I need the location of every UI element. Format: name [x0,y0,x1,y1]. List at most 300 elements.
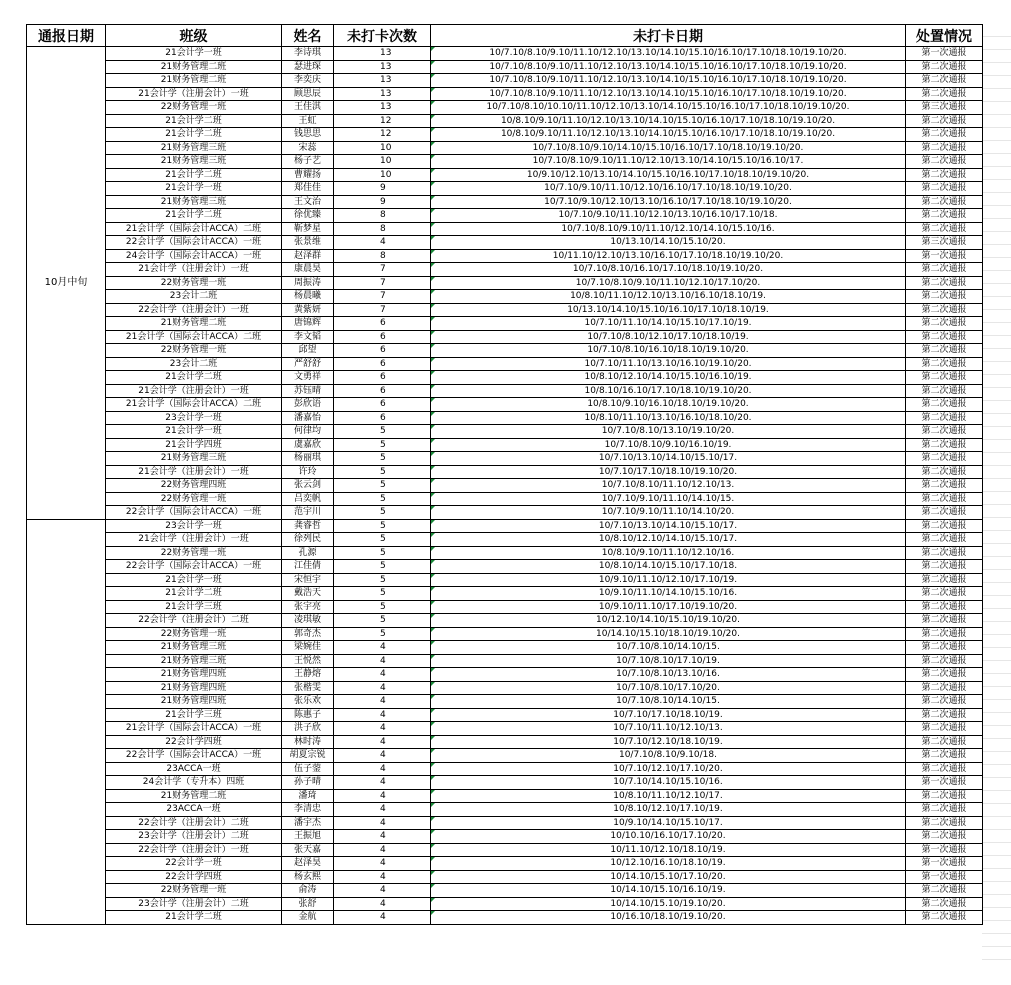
action-cell[interactable]: 第二次通报 [906,654,983,668]
action-cell[interactable]: 第二次通报 [906,114,983,128]
dates-cell[interactable]: 10/7.10/8.10/11.10/12.10/13. [431,479,906,493]
action-cell[interactable]: 第二次通报 [906,587,983,601]
name-cell[interactable]: 李文韬 [282,330,334,344]
action-cell[interactable]: 第二次通报 [906,195,983,209]
class-cell[interactable]: 21财务管理三班 [106,155,282,169]
class-cell[interactable]: 21财务管理三班 [106,654,282,668]
action-cell[interactable]: 第二次通报 [906,560,983,574]
dates-cell[interactable]: 10/14.10/15.10/17.10/20. [431,870,906,884]
count-cell[interactable]: 4 [334,735,431,749]
dates-cell[interactable]: 10/7.10/8.10/9.10/11.10/12.10/13.10/14.10/15.10/16.10/17.10/18.10/19.10/20. [431,47,906,61]
action-cell[interactable]: 第二次通报 [906,141,983,155]
action-cell[interactable]: 第二次通报 [906,87,983,101]
dates-cell[interactable]: 10/7.10/11.10/14.10/15.10/17.10/19. [431,317,906,331]
action-cell[interactable]: 第二次通报 [906,317,983,331]
class-cell[interactable]: 21财务管理四班 [106,668,282,682]
name-cell[interactable]: 周振涛 [282,276,334,290]
header-count[interactable]: 未打卡次数 [334,25,431,47]
name-cell[interactable]: 文勇祥 [282,371,334,385]
name-cell[interactable]: 康晨昊 [282,263,334,277]
count-cell[interactable]: 5 [334,465,431,479]
action-cell[interactable]: 第二次通报 [906,641,983,655]
name-cell[interactable]: 李诗琪 [282,47,334,61]
name-cell[interactable]: 李清忠 [282,803,334,817]
action-cell[interactable]: 第一次通报 [906,249,983,263]
dates-cell[interactable]: 10/9.10/11.10/14.10/15.10/16. [431,587,906,601]
class-cell[interactable]: 23会计学一班 [106,411,282,425]
period-cell[interactable]: 10月中旬 [27,47,106,520]
class-cell[interactable]: 21会计学一班 [106,425,282,439]
class-cell[interactable]: 21财务管理三班 [106,141,282,155]
count-cell[interactable]: 5 [334,492,431,506]
count-cell[interactable]: 4 [334,236,431,250]
dates-cell[interactable]: 10/8.10/12.10/17.10/19. [431,803,906,817]
dates-cell[interactable]: 10/7.10/9.10/11.10/12.10/16.10/17.10/18.10/19.10/20. [431,182,906,196]
class-cell[interactable]: 22会计学（国际会计ACCA）一班 [106,236,282,250]
count-cell[interactable]: 7 [334,303,431,317]
class-cell[interactable]: 21会计学三班 [106,708,282,722]
count-cell[interactable]: 4 [334,897,431,911]
action-cell[interactable]: 第二次通报 [906,303,983,317]
dates-cell[interactable]: 10/7.10/17.10/18.10/19.10/20. [431,465,906,479]
class-cell[interactable]: 21财务管理二班 [106,60,282,74]
class-cell[interactable]: 21财务管理二班 [106,74,282,88]
action-cell[interactable]: 第二次通报 [906,722,983,736]
class-cell[interactable]: 21会计学四班 [106,438,282,452]
count-cell[interactable]: 4 [334,722,431,736]
action-cell[interactable]: 第一次通报 [906,776,983,790]
dates-cell[interactable]: 10/7.10/8.10/16.10/18.10/19.10/20. [431,344,906,358]
count-cell[interactable]: 5 [334,438,431,452]
class-cell[interactable]: 22会计学（注册会计）一班 [106,303,282,317]
class-cell[interactable]: 22会计学四班 [106,870,282,884]
count-cell[interactable]: 7 [334,290,431,304]
class-cell[interactable]: 21财务管理三班 [106,641,282,655]
class-cell[interactable]: 22会计学一班 [106,857,282,871]
class-cell[interactable]: 22财务管理一班 [106,101,282,115]
dates-cell[interactable]: 10/7.10/8.10/9.10/11.10/12.10/13.10/14.10/15.10/16.10/17.10/18.10/19.10/20. [431,87,906,101]
name-cell[interactable]: 王悦然 [282,654,334,668]
dates-cell[interactable]: 10/8.10/11.10/12.10/13.10/16.10/18.10/19. [431,290,906,304]
name-cell[interactable]: 李奕庆 [282,74,334,88]
action-cell[interactable]: 第二次通报 [906,830,983,844]
dates-cell[interactable]: 10/7.10/8.10/9.10/11.10/12.10/13.10/14.10/15.10/16.10/17. [431,155,906,169]
count-cell[interactable]: 5 [334,573,431,587]
class-cell[interactable]: 23会计学一班 [106,519,282,533]
class-cell[interactable]: 21会计学一班 [106,573,282,587]
name-cell[interactable]: 张楷雯 [282,681,334,695]
name-cell[interactable]: 赵泽昊 [282,857,334,871]
name-cell[interactable]: 孙子晴 [282,776,334,790]
name-cell[interactable]: 潘宇杰 [282,816,334,830]
action-cell[interactable]: 第二次通报 [906,600,983,614]
action-cell[interactable]: 第二次通报 [906,371,983,385]
dates-cell[interactable]: 10/7.10/9.10/11.10/14.10/15. [431,492,906,506]
name-cell[interactable]: 顾思辰 [282,87,334,101]
count-cell[interactable]: 6 [334,357,431,371]
dates-cell[interactable]: 10/10.10/16.10/17.10/20. [431,830,906,844]
class-cell[interactable]: 22财务管理一班 [106,546,282,560]
class-cell[interactable]: 24会计学（专升本）四班 [106,776,282,790]
name-cell[interactable]: 曹耀扬 [282,168,334,182]
dates-cell[interactable]: 10/7.10/8.10/9.10/11.10/12.10/17.10/20. [431,276,906,290]
name-cell[interactable]: 梁婉佳 [282,641,334,655]
name-cell[interactable]: 虞嘉欣 [282,438,334,452]
class-cell[interactable]: 21会计学二班 [106,128,282,142]
class-cell[interactable]: 21会计学二班 [106,168,282,182]
name-cell[interactable]: 王佳淇 [282,101,334,115]
action-cell[interactable]: 第二次通报 [906,668,983,682]
dates-cell[interactable]: 10/7.10/12.10/17.10/20. [431,762,906,776]
action-cell[interactable]: 第二次通报 [906,816,983,830]
name-cell[interactable]: 何律均 [282,425,334,439]
class-cell[interactable]: 21会计学（国际会计ACCA）二班 [106,330,282,344]
action-cell[interactable]: 第一次通报 [906,870,983,884]
dates-cell[interactable]: 10/8.10/16.10/17.10/18.10/19.10/20. [431,384,906,398]
class-cell[interactable]: 22会计学四班 [106,735,282,749]
action-cell[interactable]: 第二次通报 [906,465,983,479]
class-cell[interactable]: 22财务管理一班 [106,884,282,898]
count-cell[interactable]: 5 [334,533,431,547]
name-cell[interactable]: 宋恒宇 [282,573,334,587]
dates-cell[interactable]: 10/11.10/12.10/18.10/19. [431,843,906,857]
class-cell[interactable]: 23会计学（注册会计）二班 [106,897,282,911]
name-cell[interactable]: 瑟进琛 [282,60,334,74]
count-cell[interactable]: 12 [334,128,431,142]
dates-cell[interactable]: 10/7.10/8.10/13.10/19.10/20. [431,425,906,439]
action-cell[interactable]: 第二次通报 [906,519,983,533]
name-cell[interactable]: 张天嘉 [282,843,334,857]
count-cell[interactable]: 4 [334,857,431,871]
count-cell[interactable]: 6 [334,411,431,425]
action-cell[interactable]: 第二次通报 [906,222,983,236]
dates-cell[interactable]: 10/9.10/11.10/12.10/17.10/19. [431,573,906,587]
name-cell[interactable]: 戴浩天 [282,587,334,601]
count-cell[interactable]: 5 [334,519,431,533]
action-cell[interactable]: 第二次通报 [906,546,983,560]
count-cell[interactable]: 5 [334,614,431,628]
action-cell[interactable]: 第二次通报 [906,209,983,223]
class-cell[interactable]: 21财务管理二班 [106,317,282,331]
dates-cell[interactable]: 10/9.10/14.10/15.10/17. [431,816,906,830]
action-cell[interactable]: 第二次通报 [906,695,983,709]
count-cell[interactable]: 13 [334,101,431,115]
count-cell[interactable]: 4 [334,830,431,844]
name-cell[interactable]: 唐锦辉 [282,317,334,331]
action-cell[interactable]: 第二次通报 [906,411,983,425]
class-cell[interactable]: 23ACCA一班 [106,803,282,817]
class-cell[interactable]: 22会计学（注册会计）一班 [106,843,282,857]
action-cell[interactable]: 第二次通报 [906,573,983,587]
action-cell[interactable]: 第二次通报 [906,263,983,277]
class-cell[interactable]: 22财务管理四班 [106,479,282,493]
count-cell[interactable]: 5 [334,452,431,466]
class-cell[interactable]: 22会计学（注册会计）二班 [106,816,282,830]
class-cell[interactable]: 22财务管理一班 [106,276,282,290]
action-cell[interactable]: 第二次通报 [906,803,983,817]
name-cell[interactable]: 宋蕊 [282,141,334,155]
dates-cell[interactable]: 10/14.10/15.10/19.10/20. [431,897,906,911]
class-cell[interactable]: 21会计学（国际会计ACCA）一班 [106,722,282,736]
action-cell[interactable]: 第二次通报 [906,155,983,169]
action-cell[interactable]: 第二次通报 [906,884,983,898]
class-cell[interactable]: 23会计学（注册会计）二班 [106,830,282,844]
count-cell[interactable]: 4 [334,695,431,709]
dates-cell[interactable]: 10/8.10/12.10/14.10/15.10/16.10/19. [431,371,906,385]
name-cell[interactable]: 王虹 [282,114,334,128]
name-cell[interactable]: 王文治 [282,195,334,209]
action-cell[interactable]: 第二次通报 [906,74,983,88]
dates-cell[interactable]: 10/7.10/9.10/11.10/14.10/20. [431,506,906,520]
name-cell[interactable]: 金航 [282,911,334,925]
action-cell[interactable]: 第二次通报 [906,506,983,520]
name-cell[interactable]: 邱望 [282,344,334,358]
dates-cell[interactable]: 10/7.10/8.10/9.10/11.10/12.10/13.10/14.10/15.10/16.10/17.10/18.10/19.10/20. [431,74,906,88]
class-cell[interactable]: 21会计学二班 [106,209,282,223]
action-cell[interactable]: 第一次通报 [906,857,983,871]
count-cell[interactable]: 13 [334,87,431,101]
class-cell[interactable]: 21会计学一班 [106,47,282,61]
count-cell[interactable]: 7 [334,263,431,277]
class-cell[interactable]: 21财务管理二班 [106,789,282,803]
count-cell[interactable]: 5 [334,425,431,439]
name-cell[interactable]: 赵泽群 [282,249,334,263]
class-cell[interactable]: 21会计学（国际会计ACCA）二班 [106,398,282,412]
dates-cell[interactable]: 10/13.10/14.10/15.10/16.10/17.10/18.10/19. [431,303,906,317]
count-cell[interactable]: 12 [334,114,431,128]
class-cell[interactable]: 21会计学（注册会计）一班 [106,533,282,547]
dates-cell[interactable]: 10/8.10/9.10/11.10/12.10/16. [431,546,906,560]
name-cell[interactable]: 杨玄熙 [282,870,334,884]
name-cell[interactable]: 黄紫妍 [282,303,334,317]
action-cell[interactable]: 第二次通报 [906,681,983,695]
action-cell[interactable]: 第二次通报 [906,398,983,412]
class-cell[interactable]: 22财务管理一班 [106,492,282,506]
count-cell[interactable]: 4 [334,641,431,655]
action-cell[interactable]: 第二次通报 [906,384,983,398]
name-cell[interactable]: 张舒 [282,897,334,911]
name-cell[interactable]: 洪子欣 [282,722,334,736]
count-cell[interactable]: 5 [334,587,431,601]
name-cell[interactable]: 张宇亮 [282,600,334,614]
dates-cell[interactable]: 10/7.10/9.10/11.10/12.10/13.10/16.10/17.10/18. [431,209,906,223]
class-cell[interactable]: 21财务管理四班 [106,681,282,695]
count-cell[interactable]: 4 [334,816,431,830]
dates-cell[interactable]: 10/7.10/11.10/12.10/13. [431,722,906,736]
class-cell[interactable]: 22会计学（国际会计ACCA）一班 [106,749,282,763]
count-cell[interactable]: 6 [334,398,431,412]
name-cell[interactable]: 靳梦星 [282,222,334,236]
dates-cell[interactable]: 10/8.10/9.10/11.10/12.10/13.10/14.10/15.10/16.10/17.10/18.10/19.10/20. [431,128,906,142]
name-cell[interactable]: 林时涛 [282,735,334,749]
dates-cell[interactable]: 10/7.10/13.10/14.10/15.10/17. [431,452,906,466]
dates-cell[interactable]: 10/14.10/15.10/18.10/19.10/20. [431,627,906,641]
dates-cell[interactable]: 10/7.10/8.10/12.10/17.10/18.10/19. [431,330,906,344]
count-cell[interactable]: 5 [334,627,431,641]
action-cell[interactable]: 第一次通报 [906,843,983,857]
action-cell[interactable]: 第二次通报 [906,344,983,358]
class-cell[interactable]: 22会计学（国际会计ACCA）一班 [106,506,282,520]
name-cell[interactable]: 钱思思 [282,128,334,142]
class-cell[interactable]: 21会计学（注册会计）一班 [106,465,282,479]
action-cell[interactable]: 第二次通报 [906,708,983,722]
name-cell[interactable]: 杨丽琪 [282,452,334,466]
period-cell-empty[interactable] [27,519,106,924]
count-cell[interactable]: 5 [334,506,431,520]
count-cell[interactable]: 4 [334,803,431,817]
count-cell[interactable]: 6 [334,330,431,344]
action-cell[interactable]: 第二次通报 [906,492,983,506]
dates-cell[interactable]: 10/7.10/11.10/13.10/16.10/19.10/20. [431,357,906,371]
name-cell[interactable]: 徐列民 [282,533,334,547]
dates-cell[interactable]: 10/7.10/17.10/18.10/19. [431,708,906,722]
class-cell[interactable]: 21财务管理三班 [106,452,282,466]
dates-cell[interactable]: 10/8.10/11.10/12.10/17. [431,789,906,803]
header-class[interactable]: 班级 [106,25,282,47]
count-cell[interactable]: 13 [334,47,431,61]
count-cell[interactable]: 9 [334,195,431,209]
name-cell[interactable]: 杨子艺 [282,155,334,169]
header-name[interactable]: 姓名 [282,25,334,47]
class-cell[interactable]: 21会计学（注册会计）一班 [106,87,282,101]
dates-cell[interactable]: 10/9.10/11.10/17.10/19.10/20. [431,600,906,614]
name-cell[interactable]: 陈惠子 [282,708,334,722]
name-cell[interactable]: 王静熔 [282,668,334,682]
name-cell[interactable]: 杨晨曦 [282,290,334,304]
action-cell[interactable]: 第三次通报 [906,101,983,115]
action-cell[interactable]: 第二次通报 [906,290,983,304]
action-cell[interactable]: 第二次通报 [906,735,983,749]
dates-cell[interactable]: 10/14.10/15.10/16.10/19. [431,884,906,898]
dates-cell[interactable]: 10/7.10/8.10/17.10/19. [431,654,906,668]
class-cell[interactable]: 21会计学（注册会计）一班 [106,263,282,277]
action-cell[interactable]: 第一次通报 [906,47,983,61]
class-cell[interactable]: 21会计学（注册会计）一班 [106,384,282,398]
class-cell[interactable]: 21会计学（国际会计ACCA）二班 [106,222,282,236]
count-cell[interactable]: 6 [334,384,431,398]
dates-cell[interactable]: 10/7.10/12.10/18.10/19. [431,735,906,749]
action-cell[interactable]: 第二次通报 [906,479,983,493]
name-cell[interactable]: 郭奇杰 [282,627,334,641]
class-cell[interactable]: 22会计学（国际会计ACCA）一班 [106,560,282,574]
dates-cell[interactable]: 10/7.10/8.10/10.10/11.10/12.10/13.10/14.10/15.10/16.10/17.10/18.10/19.10/20. [431,101,906,115]
dates-cell[interactable]: 10/12.10/14.10/15.10/19.10/20. [431,614,906,628]
count-cell[interactable]: 5 [334,560,431,574]
header-action[interactable]: 处置情况 [906,25,983,47]
action-cell[interactable]: 第二次通报 [906,425,983,439]
action-cell[interactable]: 第二次通报 [906,128,983,142]
action-cell[interactable]: 第三次通报 [906,236,983,250]
action-cell[interactable]: 第二次通报 [906,330,983,344]
name-cell[interactable]: 伍子蓥 [282,762,334,776]
dates-cell[interactable]: 10/7.10/8.10/9.10/18. [431,749,906,763]
action-cell[interactable]: 第二次通报 [906,762,983,776]
dates-cell[interactable]: 10/7.10/8.10/14.10/15. [431,695,906,709]
count-cell[interactable]: 4 [334,884,431,898]
dates-cell[interactable]: 10/8.10/9.10/16.10/18.10/19.10/20. [431,398,906,412]
header-dates[interactable]: 未打卡日期 [431,25,906,47]
name-cell[interactable]: 俞涛 [282,884,334,898]
dates-cell[interactable]: 10/7.10/8.10/17.10/20. [431,681,906,695]
count-cell[interactable]: 10 [334,141,431,155]
count-cell[interactable]: 8 [334,209,431,223]
class-cell[interactable]: 22财务管理一班 [106,627,282,641]
dates-cell[interactable]: 10/7.10/8.10/13.10/16. [431,668,906,682]
action-cell[interactable]: 第二次通报 [906,276,983,290]
name-cell[interactable]: 王振旭 [282,830,334,844]
class-cell[interactable]: 21会计学三班 [106,600,282,614]
class-cell[interactable]: 21会计学一班 [106,182,282,196]
name-cell[interactable]: 许玲 [282,465,334,479]
count-cell[interactable]: 4 [334,708,431,722]
action-cell[interactable]: 第二次通报 [906,897,983,911]
count-cell[interactable]: 4 [334,654,431,668]
count-cell[interactable]: 4 [334,789,431,803]
dates-cell[interactable]: 10/7.10/8.10/16.10/17.10/18.10/19.10/20. [431,263,906,277]
name-cell[interactable]: 彭欣语 [282,398,334,412]
dates-cell[interactable]: 10/9.10/12.10/13.10/14.10/15.10/16.10/17.10/18.10/19.10/20. [431,168,906,182]
class-cell[interactable]: 21财务管理四班 [106,695,282,709]
name-cell[interactable]: 范宇川 [282,506,334,520]
name-cell[interactable]: 张景维 [282,236,334,250]
action-cell[interactable]: 第二次通报 [906,911,983,925]
name-cell[interactable]: 江佳倩 [282,560,334,574]
count-cell[interactable]: 5 [334,546,431,560]
name-cell[interactable]: 苏钰晴 [282,384,334,398]
name-cell[interactable]: 孔源 [282,546,334,560]
name-cell[interactable]: 潘琦 [282,789,334,803]
dates-cell[interactable]: 10/7.10/9.10/12.10/13.10/16.10/17.10/18.10/19.10/20. [431,195,906,209]
count-cell[interactable]: 13 [334,74,431,88]
class-cell[interactable]: 23会计二班 [106,357,282,371]
count-cell[interactable]: 10 [334,168,431,182]
count-cell[interactable]: 4 [334,668,431,682]
count-cell[interactable]: 8 [334,249,431,263]
dates-cell[interactable]: 10/12.10/16.10/18.10/19. [431,857,906,871]
class-cell[interactable]: 23ACCA一班 [106,762,282,776]
action-cell[interactable]: 第二次通报 [906,438,983,452]
name-cell[interactable]: 吕奕帆 [282,492,334,506]
count-cell[interactable]: 5 [334,600,431,614]
action-cell[interactable]: 第二次通报 [906,749,983,763]
header-period[interactable]: 通报日期 [27,25,106,47]
name-cell[interactable]: 严舒舒 [282,357,334,371]
count-cell[interactable]: 4 [334,843,431,857]
action-cell[interactable]: 第二次通报 [906,614,983,628]
dates-cell[interactable]: 10/11.10/12.10/13.10/16.10/17.10/18.10/19.10/20. [431,249,906,263]
count-cell[interactable]: 4 [334,681,431,695]
dates-cell[interactable]: 10/7.10/8.10/9.10/16.10/19. [431,438,906,452]
count-cell[interactable]: 9 [334,182,431,196]
count-cell[interactable]: 13 [334,60,431,74]
class-cell[interactable]: 21会计学二班 [106,587,282,601]
action-cell[interactable]: 第二次通报 [906,452,983,466]
count-cell[interactable]: 4 [334,762,431,776]
class-cell[interactable]: 21会计学二班 [106,911,282,925]
dates-cell[interactable]: 10/16.10/18.10/19.10/20. [431,911,906,925]
dates-cell[interactable]: 10/7.10/14.10/15.10/16. [431,776,906,790]
class-cell[interactable]: 22财务管理一班 [106,344,282,358]
class-cell[interactable]: 21财务管理三班 [106,195,282,209]
action-cell[interactable]: 第二次通报 [906,533,983,547]
dates-cell[interactable]: 10/7.10/8.10/9.10/11.10/12.10/14.10/15.10/16. [431,222,906,236]
count-cell[interactable]: 4 [334,776,431,790]
count-cell[interactable]: 6 [334,344,431,358]
dates-cell[interactable]: 10/7.10/8.10/9.10/14.10/15.10/16.10/17.10/18.10/19.10/20. [431,141,906,155]
count-cell[interactable]: 7 [334,276,431,290]
action-cell[interactable]: 第二次通报 [906,60,983,74]
class-cell[interactable]: 24会计学（国际会计ACCA）一班 [106,249,282,263]
